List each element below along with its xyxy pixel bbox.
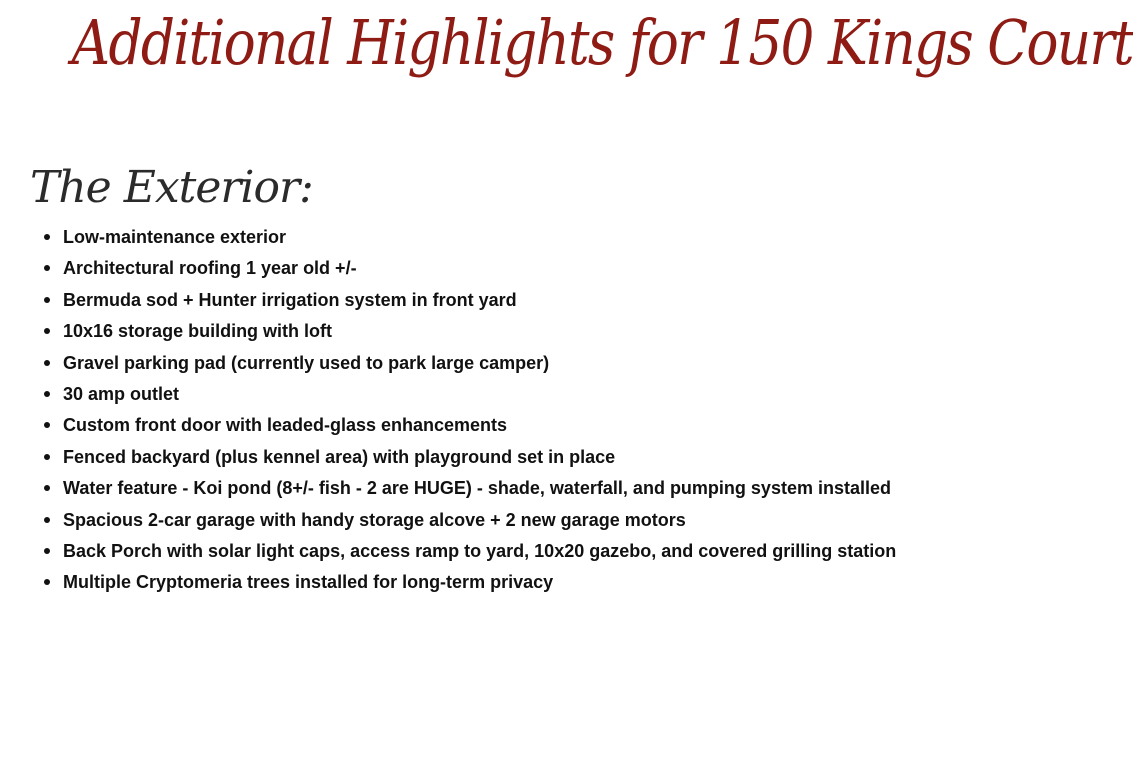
list-item [44,319,896,350]
list-item [44,288,896,319]
bullet-icon [44,297,50,303]
list-item-text: Spacious 2-car garage with handy storage alcove + 2 new garage motors [63,509,686,530]
list-item [44,476,896,507]
list-item-text: Low-maintenance exterior [63,227,287,247]
list-item-text: Bermuda sod + Hunter irrigation system in front yard [63,289,517,310]
bullet-icon [44,548,50,554]
bullet-icon [44,234,50,240]
list-item [44,445,896,476]
list-item-text: Multiple Cryptomeria trees installed for long-term privacy [63,572,554,593]
list-item [44,413,896,444]
bullet-icon [44,422,50,428]
list-item-text: 10x16 storage building with loft [63,321,333,342]
list-item-text: Custom front door with leaded-glass enhancements [63,415,508,436]
list-item [44,225,896,256]
list-item [44,256,896,287]
list-item [44,351,896,382]
list-item-text: Architectural roofing 1 year old +/- [63,258,357,279]
bullet-icon [44,579,50,585]
bullet-icon [44,391,50,397]
list-item [44,508,896,539]
bullet-icon [44,328,50,334]
section-heading: The Exterior: [30,162,313,213]
list-item [44,570,896,601]
bullet-icon [44,360,50,366]
list-item [44,539,896,570]
bullet-icon [44,454,50,460]
list-item-text: 30 amp outlet [63,383,180,404]
list-item [44,382,896,413]
bullet-icon [44,485,50,491]
page-title: Additional Highlights for 150 Kings Court [71,6,1133,79]
list-item-text: Water feature - Koi pond (8+/- fish - 2 are HUGE) - shade, waterfall, and pumping system installed [63,478,891,499]
bullet-icon [44,517,50,523]
bullet-icon [44,265,50,271]
highlights-list [44,225,896,602]
list-item-text: Gravel parking pad (currently used to park large camper) [63,352,550,373]
list-item-text: Back Porch with solar light caps, access ramp to yard, 10x20 gazebo, and covered grilling station [63,540,897,561]
list-item-text: Fenced backyard (plus kennel area) with playground set in place [63,446,616,467]
